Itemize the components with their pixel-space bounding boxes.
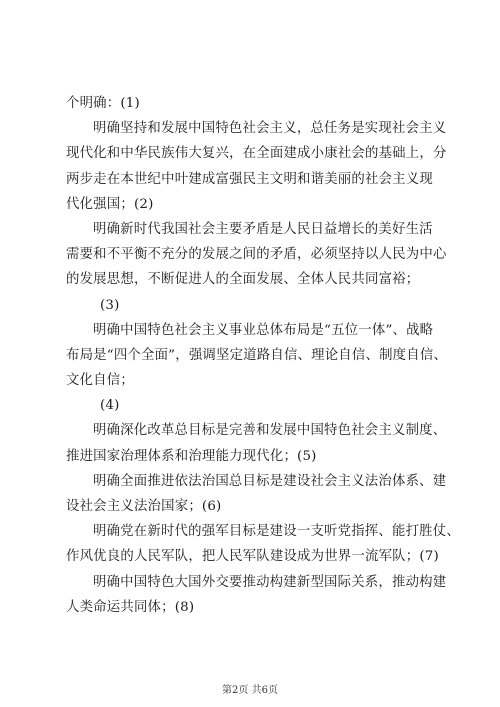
- text-line: 作风优良的人民军队，把人民军队建设成为世界一流军队；(7): [66, 549, 439, 565]
- text-line: 人类命运共同体；(8): [66, 599, 195, 615]
- text-line: 设社会主义法治国家；(6): [66, 499, 222, 514]
- text-line: 的发展思想，不断促进人的全面发展、全体人民共同富裕；: [66, 272, 420, 288]
- text-line: 明确党在新时代的强军目标是建设一支听党指挥、能打胜仗、: [93, 524, 460, 540]
- text-line: 个明确：(1): [66, 96, 140, 111]
- text-line: 明确全面推进依法治国总目标是建设社会主义法治体系、建: [93, 473, 447, 489]
- text-line: 两步走在本世纪中叶建成富强民主文明和谐美丽的社会主义现: [66, 171, 433, 187]
- text-line: 代化强国；(2): [66, 196, 154, 212]
- text-line: 需要和不平衡不充分的发展之间的矛盾，必须坚持以人民为中心: [66, 247, 447, 263]
- text-line: 明确新时代我国社会主要矛盾是人民日益增长的美好生活: [93, 221, 433, 237]
- text-line: 明确深化改革总目标是完善和发展中国特色社会主义制度、: [93, 423, 447, 439]
- text-line: 明确中国特色大国外交要推动构建新型国际关系，推动构建: [93, 574, 447, 590]
- text-line: 推进国家治理体系和治理能力现代化；(5): [66, 448, 317, 464]
- document-body: [66, 91, 460, 620]
- item-marker: (4): [100, 398, 120, 414]
- text-line: 文化自信；: [66, 373, 134, 389]
- text-line: 现代化和中华民族伟大复兴，在全面建成小康社会的基础上，分: [66, 146, 447, 162]
- text-line: 明确坚持和发展中国特色社会主义，总任务是实现社会主义: [93, 121, 447, 137]
- page-number-footer: 第2页 共6页: [222, 685, 278, 696]
- text-line: 明确中国特色社会主义事业总体布局是“五位一体”、战略: [93, 322, 434, 338]
- item-marker: (3): [100, 297, 120, 313]
- text-line: 布局是“四个全面”，强调坚定道路自信、理论自信、制度自信、: [66, 347, 448, 363]
